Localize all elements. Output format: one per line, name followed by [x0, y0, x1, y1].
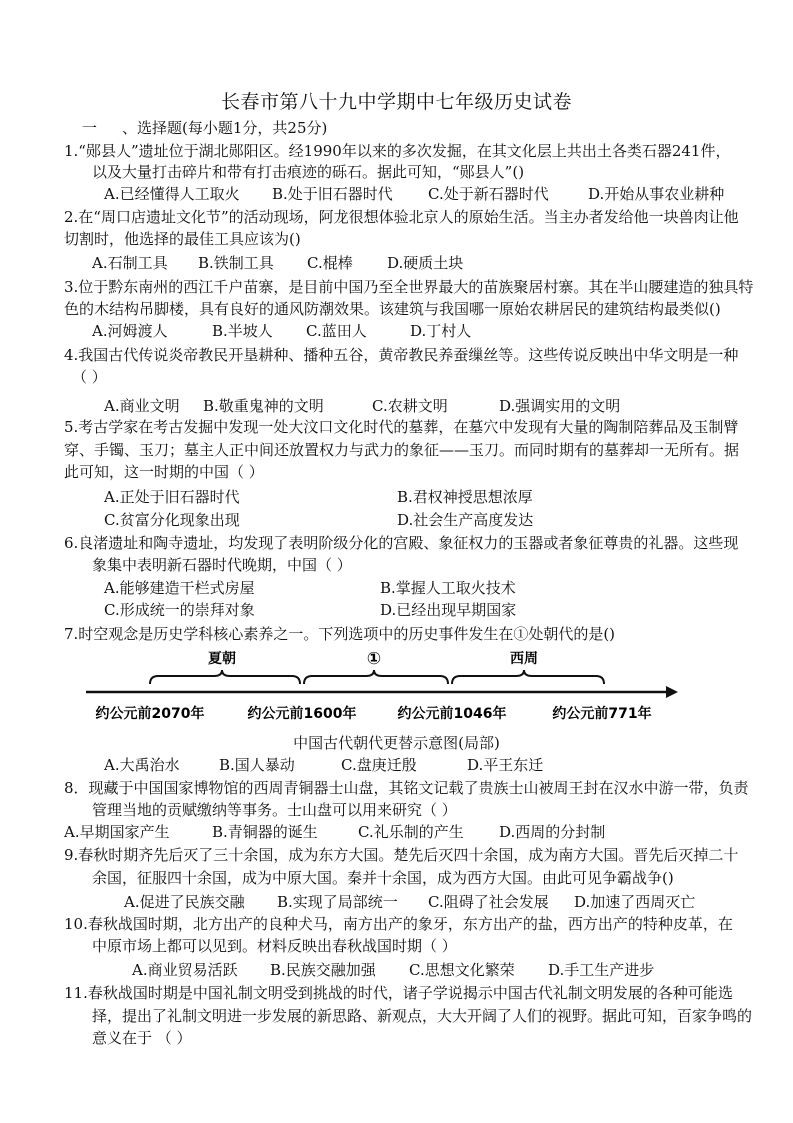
q2-option-d[interactable]: D.硬质土块 — [387, 254, 464, 272]
q10-option-c[interactable]: C.思想文化繁荣 — [409, 961, 515, 979]
q4-option-a[interactable]: A.商业文明 — [104, 397, 180, 415]
q6-option-d[interactable]: D.已经出现早期国家 — [380, 601, 517, 619]
dynasty-timeline-figure — [82, 648, 682, 728]
q2-option-b[interactable]: B.铁制工具 — [198, 254, 274, 272]
q9-option-b[interactable]: B.实现了局部统一 — [277, 893, 398, 911]
question-3-line-2: 色的木结构吊脚楼，具有良好的通风防潮效果。该建筑与我国哪一原始农耕居民的建筑结构最类似() — [64, 300, 721, 318]
question-5-line-2: 穿、手镯、玉刀；墓主人正中间还放置权力与武力的象征——玉刀。而同时期有的墓葬却一无所有。据 — [64, 441, 740, 459]
q7-option-a[interactable]: A.大禹治水 — [104, 756, 180, 774]
q3-option-b[interactable]: B.半坡人 — [212, 322, 273, 340]
question-5-line-3: 此可知，这一时期的中国（ ） — [64, 463, 264, 481]
q1-option-b[interactable]: B.处于旧石器时代 — [272, 185, 393, 203]
question-2-line-1: 2.在“周口店遗址文化节”的活动现场，阿龙很想体验北京人的原始生活。当主办者发给他一块兽肉让他 — [64, 208, 739, 226]
q10-option-b[interactable]: B.民族交融加强 — [270, 961, 376, 979]
q5-option-b[interactable]: B.君权神授思想浓厚 — [397, 488, 533, 506]
question-9-line-1: 9.春秋时期齐先后灭了三十余国，成为东方大国。楚先后灭四十余国，成为南方大国。晋先后灭掉二十 — [64, 846, 739, 864]
brace-xia — [150, 670, 300, 684]
question-8-line-1: 8．现藏于中国国家博物馆的西周青铜器士山盘，其铭文记载了贵族士山被周王封在汉水中游一带，负责 — [64, 779, 749, 797]
q8-option-d[interactable]: D.西周的分封制 — [499, 823, 606, 841]
q8-option-b[interactable]: B.青铜器的诞生 — [212, 823, 318, 841]
question-6-line-2: 象集中表明新石器时代晚期，中国（ ） — [92, 556, 352, 574]
q2-option-a[interactable]: A.石制工具 — [92, 254, 168, 272]
q4-option-b[interactable]: B.敬重鬼神的文明 — [203, 397, 324, 415]
question-10-line-2: 中原市场上都可以见到。材料反映出春秋战国时期（ ） — [92, 937, 457, 955]
timeline-date-2: 约公元前1600年 — [247, 706, 357, 722]
timeline-date-1: 约公元前2070年 — [95, 706, 205, 722]
q5-option-d[interactable]: D.社会生产高度发达 — [397, 511, 534, 529]
timeline-date-4: 约公元前771年 — [552, 706, 652, 722]
q1-option-a[interactable]: A.已经懂得人工取火 — [104, 185, 240, 203]
timeline-date-3: 约公元前1046年 — [397, 706, 507, 722]
question-4-line-1: 4.我国古代传说炎帝教民开垦耕种、播种五谷，黄帝教民养蚕缫丝等。这些传说反映出中华文明是一种 — [64, 346, 739, 364]
question-1-line-2: 以及大量打击碎片和带有打击痕迹的砾石。据此可知，“郧县人”() — [92, 163, 525, 181]
q3-option-a[interactable]: A.河姆渡人 — [92, 322, 168, 340]
question-11-line-3: 意义在于 （ ） — [92, 1029, 192, 1047]
question-3-line-1: 3.位于黔东南州的西江千户苗寨，是目前中国乃至全世界最大的苗族聚居村寨。其在半山腰建造的独具特 — [64, 278, 754, 296]
brace-blank-1 — [304, 670, 448, 684]
q9-option-c[interactable]: C.阻碍了社会发展 — [428, 893, 549, 911]
question-1-line-1: 1.“郧县人”遗址位于湖北郧阳区。经1990年以来的多次发掘，在其文化层上共出土各类石器241件， — [64, 142, 731, 160]
q9-option-d[interactable]: D.加速了西周灭亡 — [574, 893, 696, 911]
question-8-line-2: 管理当地的贡赋缴纳等事务。士山盘可以用来研究（ ） — [92, 801, 457, 819]
timeline-era-western-zhou: 西周 — [510, 651, 538, 667]
timeline-caption: 中国古代朝代更替示意图(局部) — [293, 734, 500, 752]
timeline-era-xia: 夏朝 — [208, 651, 236, 667]
question-11-line-2: 择，提出了礼制文明进一步发展的新思路、新观点，大大开阔了人们的视野。据此可知，百家争鸣的 — [92, 1007, 753, 1025]
question-2-line-2: 切割时，他选择的最佳工具应该为() — [64, 230, 301, 248]
q2-option-c[interactable]: C.棍棒 — [307, 254, 353, 272]
timeline-era-blank-1: ① — [366, 649, 382, 669]
question-7-line-1: 7.时空观念是历史学科核心素养之一。下列选项中的历史事件发生在①处朝代的是() — [64, 625, 616, 643]
q6-option-a[interactable]: A.能够建造干栏式房屋 — [104, 579, 255, 597]
q7-option-b[interactable]: B.国人暴动 — [219, 756, 295, 774]
q7-option-c[interactable]: C.盘庚迁殷 — [341, 756, 417, 774]
question-6-line-1: 6.良渚遗址和陶寺遗址，均发现了表明阶级分化的宫殿、象征权力的玉器或者象征尊贵的礼器。这些现 — [64, 534, 739, 552]
q5-option-a[interactable]: A.正处于旧石器时代 — [104, 488, 240, 506]
timeline-arrowhead — [666, 686, 678, 698]
section-label: 、选择题(每小题1分，共25分) — [122, 119, 328, 137]
q3-option-d[interactable]: D.丁村人 — [410, 322, 472, 340]
question-11-line-1: 11.春秋战国时期是中国礼制文明受到挑战的时代，诸子学说揭示中国古代礼制文明发展的各种可能选 — [64, 984, 733, 1002]
q1-option-c[interactable]: C.处于新石器时代 — [428, 185, 549, 203]
q10-option-a[interactable]: A.商业贸易活跃 — [132, 961, 238, 979]
question-10-line-1: 10.春秋战国时期，北方出产的良种犬马，南方出产的象牙，东方出产的盐，西方出产的特种皮革，在 — [64, 915, 733, 933]
q1-option-d[interactable]: D.开始从事农业耕种 — [588, 185, 725, 203]
q6-option-c[interactable]: C.形成统一的崇拜对象 — [104, 601, 255, 619]
q6-option-b[interactable]: B.掌握人工取火技术 — [380, 579, 516, 597]
brace-western-zhou — [452, 670, 604, 684]
question-5-line-1: 5.考古学家在考古发掘中发现一处大汶口文化时代的墓葬，在墓穴中发现有大量的陶制陪葬品及玉制臂 — [64, 418, 739, 436]
q4-option-c[interactable]: C.农耕文明 — [372, 397, 448, 415]
q8-option-c[interactable]: C.礼乐制的产生 — [358, 823, 464, 841]
q4-option-d[interactable]: D.强调实用的文明 — [499, 397, 621, 415]
q10-option-d[interactable]: D.手工生产进步 — [548, 961, 655, 979]
question-4-line-2: （ ） — [72, 368, 107, 386]
q9-option-a[interactable]: A.促进了民族交融 — [124, 893, 245, 911]
question-9-line-2: 余国，征服四十余国，成为中原大国。秦并十余国，成为西方大国。由此可见争霸战争() — [92, 869, 674, 887]
q5-option-c[interactable]: C.贫富分化现象出现 — [104, 511, 240, 529]
q7-option-d[interactable]: D.平王东迁 — [467, 756, 544, 774]
q3-option-c[interactable]: C.蓝田人 — [306, 322, 367, 340]
exam-title: 长春市第八十九中学期中七年级历史试卷 — [220, 91, 572, 113]
section-heading — [82, 118, 327, 138]
section-number: 一 — [82, 119, 98, 137]
q8-option-a[interactable]: A.早期国家产生 — [64, 823, 170, 841]
